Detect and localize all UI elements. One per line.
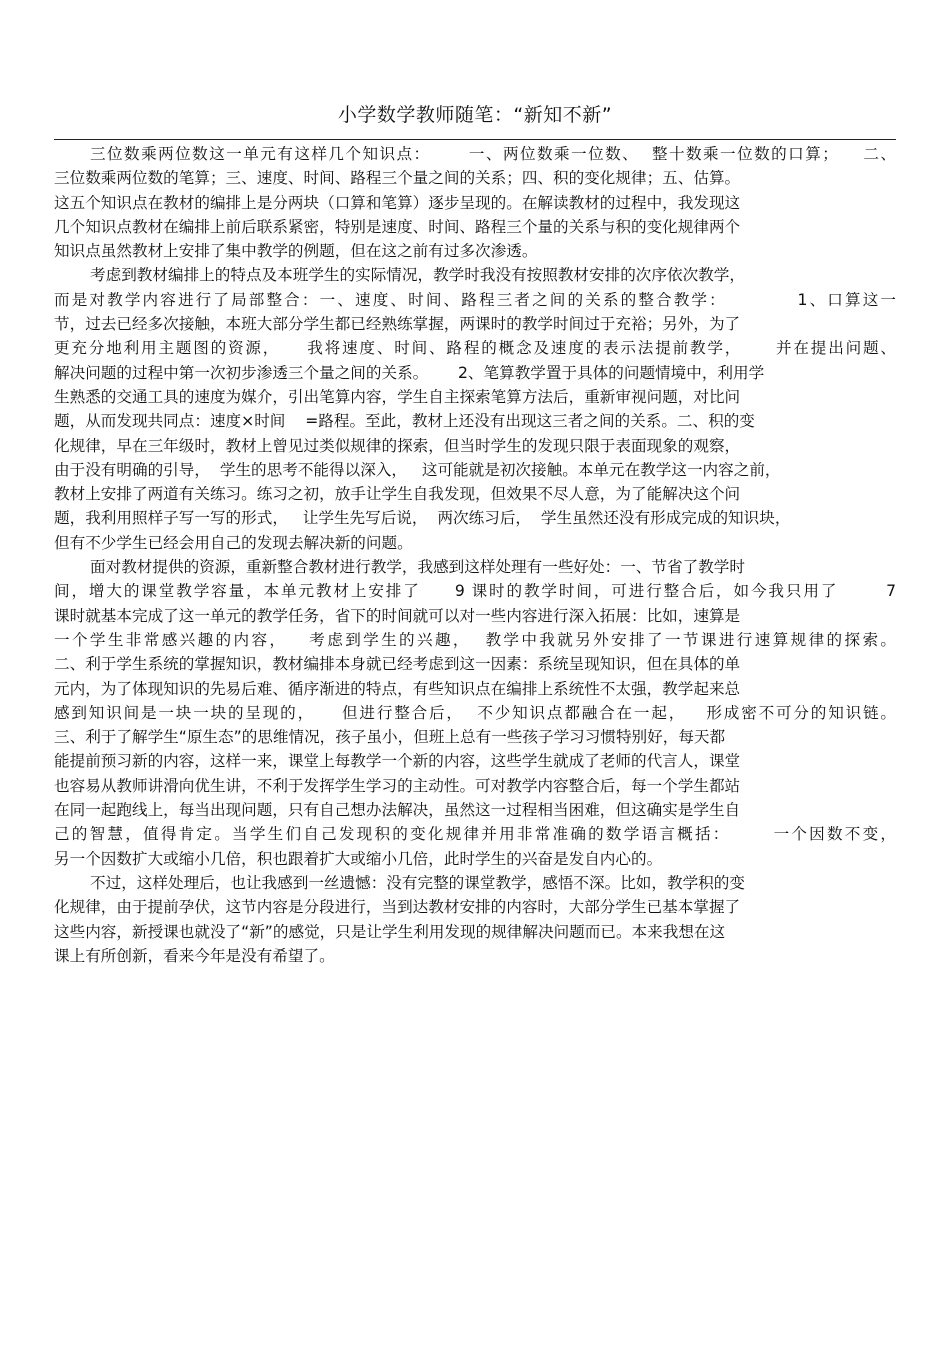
text-line: 己的智慧，值得肯定。当学生们自己发现积的变化规律并用非常准确的数学语言概括： 一个因数不变， xyxy=(54,825,896,844)
text-line: 知识点虽然教材上安排了集中教学的例题，但在这之前有过多次渗透。 xyxy=(54,242,538,261)
text-line: 在同一起跑线上，每当出现问题，只有自己想办法解决，虽然这一过程相当困难，但这确实是学生自 xyxy=(54,801,741,820)
text-line: 不过，这样处理后，也让我感到一丝遗憾：没有完整的课堂教学，感悟不深。比如，教学积的变 xyxy=(90,873,745,892)
text-line: 间，增大的课堂教学容量，本单元教材上安排了 9 课时的教学时间，可进行整合后，如今我只用了 7 xyxy=(54,582,896,601)
text-line: 三、利于了解学生“原生态”的思维情况，孩子虽小，但班上总有一些孩子学习习惯特别好，每天都 xyxy=(54,728,726,747)
text-line: 这五个知识点在教材的编排上是分两块（口算和笔算）逐步呈现的。在解读教材的过程中，我发现这 xyxy=(54,193,741,212)
text-line: 课时就基本完成了这一单元的教学任务，省下的时间就可以对一些内容进行深入拓展：比如，速算是 xyxy=(54,606,741,625)
text-line: 面对教材提供的资源，重新整合教材进行教学，我感到这样处理有一些好处：一、节省了教学时 xyxy=(90,558,745,577)
text-line: 三位数乘两位数这一单元有这样几个知识点： 一、两位数乘一位数、 整十数乘一位数的口算； 二、 xyxy=(90,145,896,163)
text-line: 化规律，由于提前孕伏，这节内容是分段进行，当到达教材安排的内容时，大部分学生已基本掌握了 xyxy=(54,898,741,917)
text-line: 解决问题的过程中第一次初步渗透三个量之间的关系。 2、笔算教学置于具体的问题情境中，利用学 xyxy=(54,363,765,382)
text-line: 几个知识点教材在编排上前后联系紧密，特别是速度、时间、路程三个量的关系与积的变化规律两个 xyxy=(54,217,741,236)
text-line: 更充分地利用主题图的资源， 我将速度、时间、路程的概念及速度的表示法提前教学， 并在提出问题、 xyxy=(54,339,896,358)
text-line: 节，过去已经多次接触，本班大部分学生都已经熟练掌握，两课时的教学时间过于充裕；另外，为了 xyxy=(54,315,741,334)
text-line: 化规律，早在三年级时，教材上曾见过类似规律的探索，但当时学生的发现只限于表面现象的观察， xyxy=(54,436,741,455)
text-line: 题，从而发现共同点：速度×时间 =路程。至此，教材上还没有出现这三者之间的关系。二、积的变 xyxy=(54,412,755,431)
text-line: 课上有所创新，看来今年是没有希望了。 xyxy=(54,946,335,965)
text-line: 而是对教学内容进行了局部整合：一、速度、时间、路程三者之间的关系的整合教学： 1、口算这一 xyxy=(54,290,896,309)
text-line: 三位数乘两位数的笔算；三、速度、时间、路程三个量之间的关系；四、积的变化规律；五、估算。 xyxy=(54,169,741,188)
text-line: 另一个因数扩大或缩小几倍，积也跟着扩大或缩小几倍，此时学生的兴奋是发自内心的。 xyxy=(54,849,663,868)
title-divider xyxy=(54,139,896,140)
text-line: 二、利于学生系统的掌握知识，教材编排本身就已经考虑到这一因素：系统呈现知识，但在具体的单 xyxy=(54,655,741,674)
text-line: 但有不少学生已经会用自己的发现去解决新的问题。 xyxy=(54,533,413,552)
text-line: 也容易从教师讲滑向优生讲，不利于发挥学生学习的主动性。可对教学内容整合后，每一个学生都站 xyxy=(54,776,741,795)
page-title: 小学数学教师随笔：“新知不新” xyxy=(337,104,613,126)
text-line: 一个学生非常感兴趣的内容， 考虑到学生的兴趣， 教学中我就另外安排了一节课进行速算规律的探索。 xyxy=(54,630,896,649)
text-line: 教材上安排了两道有关练习。练习之初，放手让学生自我发现，但效果不尽人意，为了能解决这个问 xyxy=(54,485,741,504)
text-line: 题，我利用照样子写一写的形式， 让学生先写后说， 两次练习后， 学生虽然还没有形成完成的知识块， xyxy=(54,509,791,528)
text-line: 感到知识间是一块一块的呈现的， 但进行整合后， 不少知识点都融合在一起， 形成密不可分的知识链。 xyxy=(54,703,896,722)
text-line: 考虑到教材编排上的特点及本班学生的实际情况，教学时我没有按照教材安排的次序依次教学， xyxy=(90,266,745,285)
text-line: 元内，为了体现知识的先易后难、循序渐进的特点，有些知识点在编排上系统性不太强，教学起来总 xyxy=(54,679,741,698)
text-line: 能提前预习新的内容，这样一来，课堂上每教学一个新的内容，这些学生就成了老师的代言人，课堂 xyxy=(54,752,741,771)
text-line: 生熟悉的交通工具的速度为媒介，引出笔算内容，学生自主探索笔算方法后，重新审视问题，对比问 xyxy=(54,387,741,406)
text-line: 由于没有明确的引导， 学生的思考不能得以深入， 这可能就是初次接触。本单元在教学这一内容之前， xyxy=(54,460,781,479)
text-line: 这些内容，新授课也就没了“新”的感觉，只是让学生利用发现的规律解决问题而已。本来我想在这 xyxy=(54,922,726,941)
article-body xyxy=(54,142,896,968)
